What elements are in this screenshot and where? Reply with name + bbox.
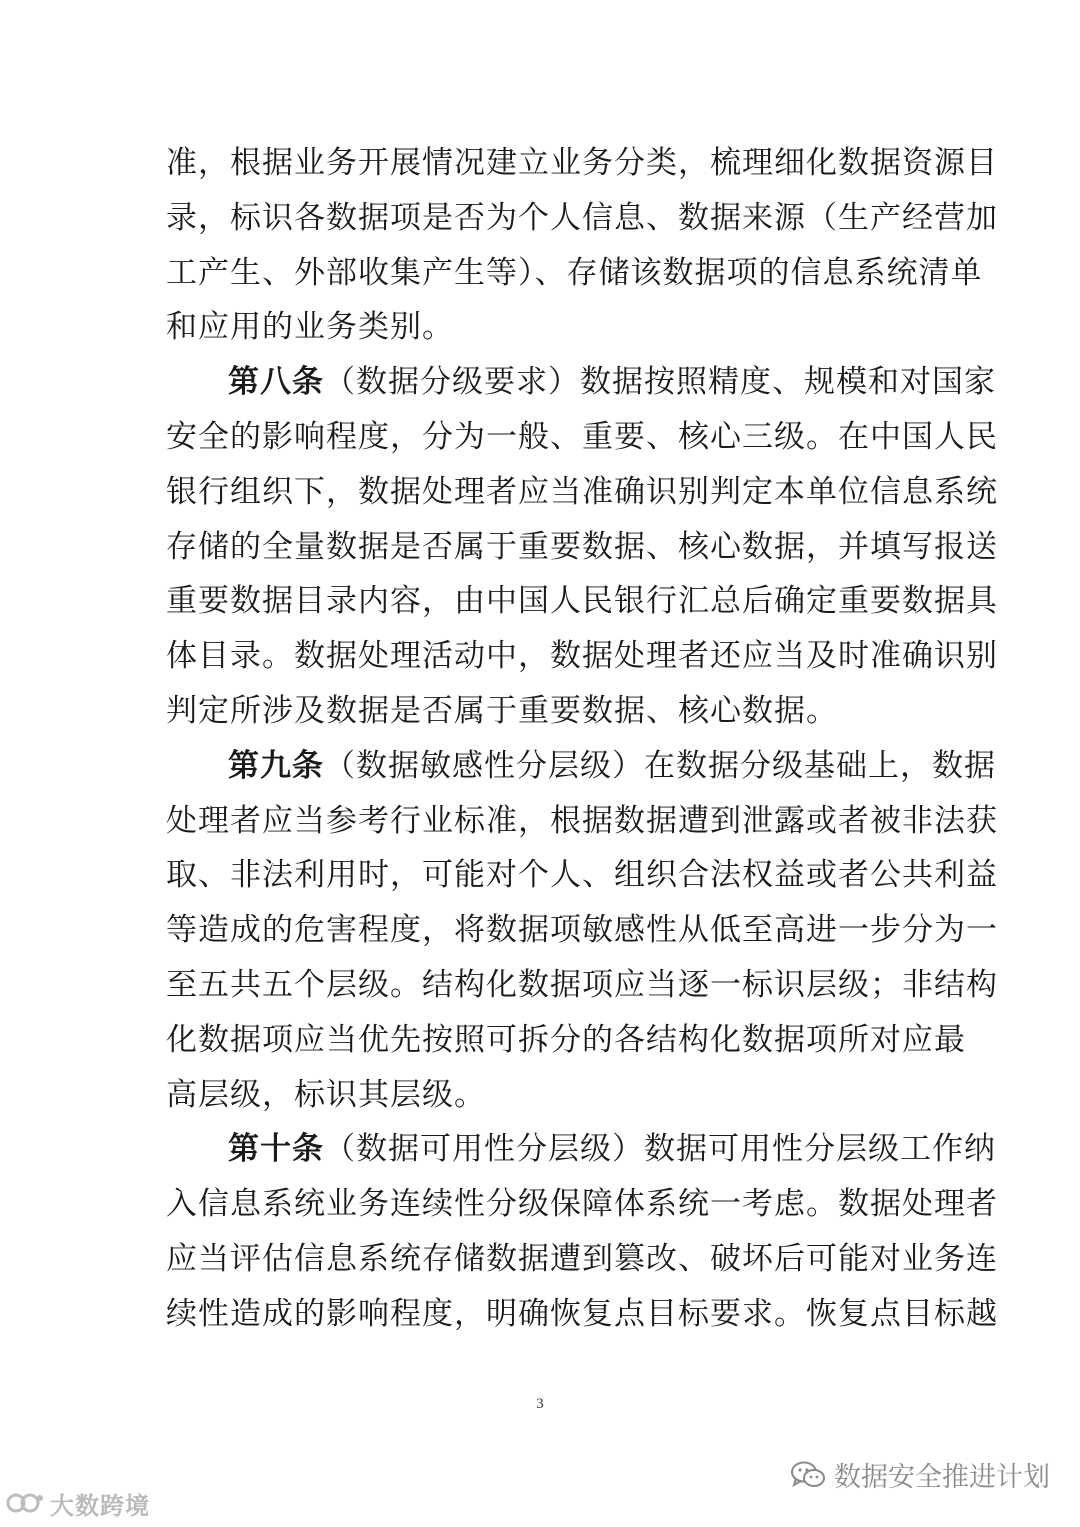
text-line: 录，标识各数据项是否为个人信息、数据来源（生产经营加: [166, 199, 998, 236]
text-line: 处理者应当参考行业标准，根据数据遭到泄露或者被非法获: [166, 802, 998, 839]
document-body: [166, 136, 998, 1342]
text-line: 取、非法利用时，可能对个人、组织合法权益或者公共利益: [166, 857, 998, 894]
wechat-icon: [790, 1460, 826, 1490]
text-line: 至五共五个层级。结构化数据项应当逐一标识层级；非结构: [166, 966, 998, 1003]
text-line: 应当评估信息系统存储数据遭到篡改、破坏后可能对业务连: [166, 1240, 998, 1277]
text-line: 续性造成的影响程度，明确恢复点目标要求。恢复点目标越: [166, 1295, 998, 1332]
text-line: 银行组织下，数据处理者应当准确识别判定本单位信息系统: [166, 473, 998, 510]
text-line: 工产生、外部收集产生等）、存储该数据项的信息系统清单: [166, 254, 983, 291]
page-number: 3: [536, 1396, 544, 1412]
wechat-watermark: [790, 1455, 1050, 1494]
logo-icon: [6, 1490, 46, 1516]
text-line: 安全的影响程度，分为一般、重要、核心三级。在中国人民: [166, 418, 998, 455]
text-line: 等造成的危害程度，将数据项敏感性从低至高进一步分为一: [166, 912, 998, 949]
wechat-account-name: 数据安全推进计划: [834, 1462, 1050, 1493]
text-line: 判定所涉及数据是否属于重要数据、核心数据。: [166, 692, 838, 729]
text-line: 体目录。数据处理活动中，数据处理者还应当及时准确识别: [166, 638, 998, 675]
article-9-first-line: 第九条（数据敏感性分层级）在数据分级基础上，数据: [228, 747, 996, 784]
article-title: 第十条: [228, 1131, 324, 1168]
text-line: 化数据项应当优先按照可拆分的各结构化数据项所对应最: [166, 1021, 966, 1058]
article-8-first-line: 第八条（数据分级要求）数据按照精度、规模和对国家: [228, 364, 996, 401]
text-line: 高层级，标识其层级。: [166, 1076, 486, 1113]
article-title: 第九条: [228, 747, 324, 784]
article-title: 第八条: [228, 364, 324, 401]
text-line: 入信息系统业务连续性分级保障体系统一考虑。数据处理者: [166, 1186, 998, 1223]
site-watermark-text: 大数跨境: [50, 1491, 150, 1520]
site-watermark: [6, 1486, 150, 1520]
article-10-first-line: 第十条（数据可用性分层级）数据可用性分层级工作纳: [228, 1131, 996, 1168]
text-line: 重要数据目录内容，由中国人民银行汇总后确定重要数据具: [166, 583, 998, 620]
text-line: 准，根据业务开展情况建立业务分类，梳理细化数据资源目: [166, 145, 998, 181]
text-line: 存储的全量数据是否属于重要数据、核心数据，并填写报送: [166, 528, 998, 565]
text-line: 和应用的业务类别。: [166, 309, 454, 346]
